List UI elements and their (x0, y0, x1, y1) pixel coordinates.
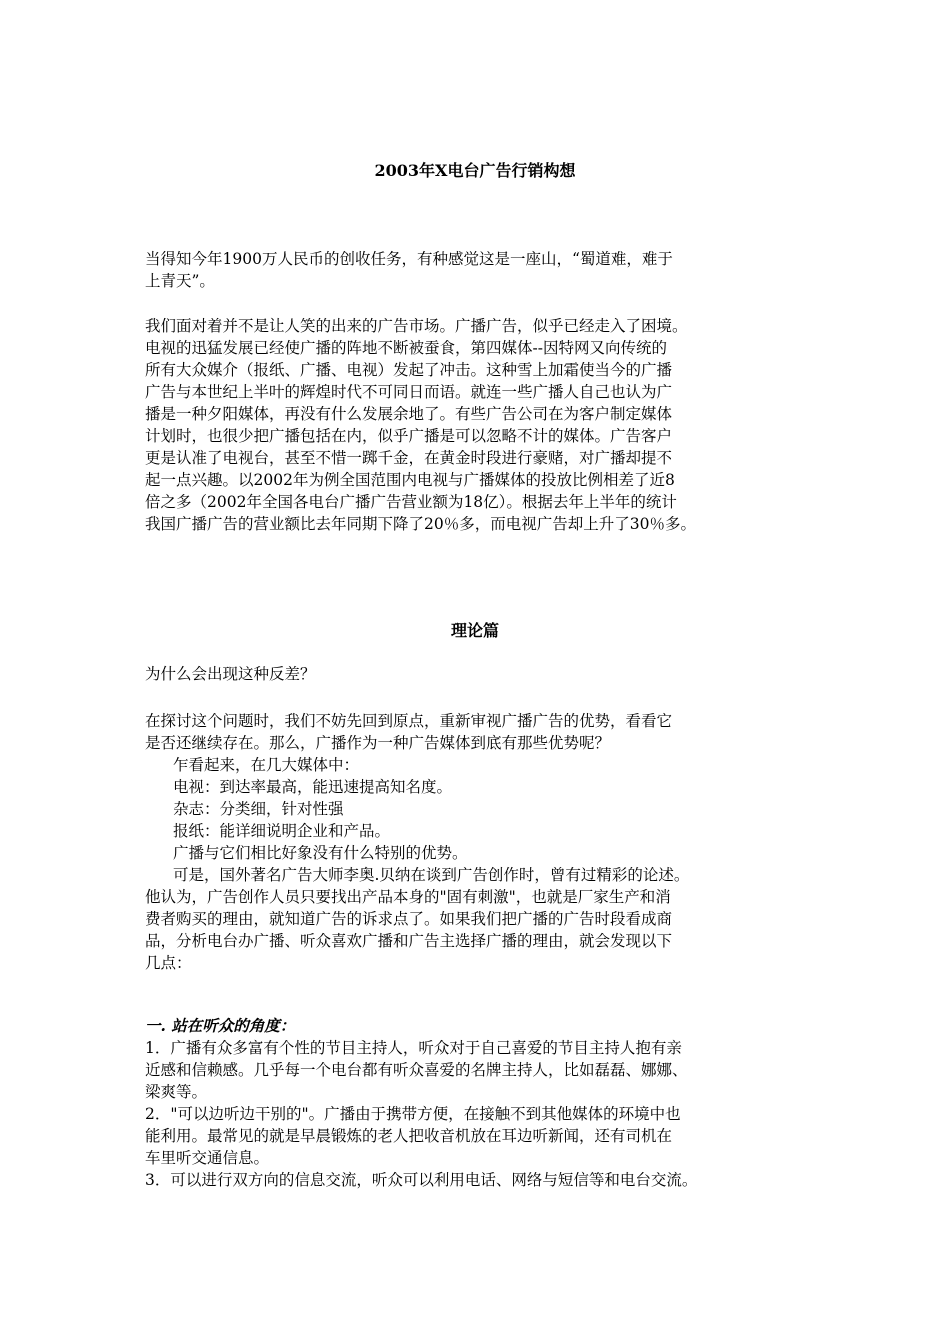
document-title: 2003年X电台广告行销构想 (374, 161, 576, 180)
text-line: 当得知今年1900万人民币的创收任务，有种感觉这是一座山，“蜀道难，难于 (145, 250, 673, 268)
text-line: 在探讨这个问题时，我们不妨先回到原点，重新审视广播广告的优势，看看它 (145, 712, 673, 730)
text-line: 报纸：能详细说明企业和产品。 (173, 822, 391, 840)
text-line: 所有大众媒介（报纸、广播、电视）发起了冲击。这种雪上加霜使当今的广播 (145, 361, 673, 379)
intro-paragraph (145, 248, 825, 292)
text-line: 能利用。最常见的就是早晨锻炼的老人把收音机放在耳边听新闻，还有司机在 (145, 1127, 673, 1145)
text-line: 他认为，广告创作人员只要找出产品本身的"固有刺激"，也就是厂家生产和消 (145, 888, 671, 906)
market-paragraph (145, 315, 825, 535)
text-line: 广告与本世纪上半叶的辉煌时代不可同日而语。就连一些广播人自己也认为广 (145, 383, 673, 401)
text-line: 广播与它们相比好象没有什么特别的优势。 (173, 844, 468, 862)
text-line: 计划时，也很少把广播包括在内，似乎广播是可以忽略不计的媒体。广告客户 (145, 427, 673, 445)
text-line: 车里听交通信息。 (145, 1149, 270, 1167)
text-line: 上青天”。 (145, 272, 215, 290)
text-line: 几点： (145, 954, 192, 972)
text-line: 乍看起来，在几大媒体中： (173, 756, 360, 774)
text-line: 是否还继续存在。那么，广播作为一种广告媒体到底有那些优势呢？ (145, 734, 611, 752)
text-line: 近感和信赖感。几乎每一个电台都有听众喜爱的名牌主持人，比如磊磊、娜娜、 (145, 1061, 688, 1079)
text-line: 品，分析电台办广播、听众喜欢广播和广告主选择广播的理由，就会发现以下 (145, 932, 673, 950)
discussion-paragraph (145, 710, 825, 974)
text-line: 梁爽等。 (145, 1083, 208, 1101)
text-line: 为什么会出现这种反差？ (145, 665, 316, 683)
text-line: 费者购买的理由，就知道广告的诉求点了。如果我们把广播的广告时段看成商 (145, 910, 673, 928)
question-line (145, 663, 825, 685)
text-line: 杂志：分类细，针对性强 (173, 800, 344, 818)
text-line: 可是，国外著名广告大师李奥.贝纳在谈到广告创作时，曾有过精彩的论述。 (173, 866, 690, 884)
text-line: 2．"可以边听边干别的"。广播由于携带方便，在接触不到其他媒体的环境中也 (145, 1105, 681, 1123)
text-line: 播是一种夕阳媒体，再没有什么发展余地了。有些广告公司在为客户制定媒体 (145, 405, 673, 423)
text-line: 3．可以进行双方向的信息交流，听众可以利用电话、网络与短信等和电台交流。 (145, 1171, 698, 1189)
text-line: 倍之多（2002年全国各电台广播广告营业额为18亿）。根据去年上半年的统计 (145, 493, 677, 511)
text-line: 起一点兴趣。以2002年为例全国范围内电视与广播媒体的投放比例相差了近8 (145, 471, 675, 489)
text-line: 1．广播有众多富有个性的节目主持人，听众对于自己喜爱的节目主持人抱有亲 (145, 1039, 682, 1057)
text-line: 更是认准了电视台，甚至不惜一踯千金，在黄金时段进行豪赌，对广播却提不 (145, 449, 673, 467)
listener-heading: 一. 站在听众的角度： (145, 1016, 296, 1035)
text-line: 我们面对着并不是让人笑的出来的广告市场。广播广告，似乎已经走入了困境。 (145, 317, 688, 335)
section-title: 理论篇 (450, 621, 499, 640)
text-line: 电视：到达率最高，能迅速提高知名度。 (173, 778, 453, 796)
text-line: 电视的迅猛发展已经使广播的阵地不断被蚕食，第四媒体--因特网又向传统的 (145, 339, 667, 357)
listener-section (145, 1015, 825, 1191)
text-line: 我国广播广告的营业额比去年同期下降了20％多，而电视广告却上升了30％多。 (145, 515, 696, 533)
